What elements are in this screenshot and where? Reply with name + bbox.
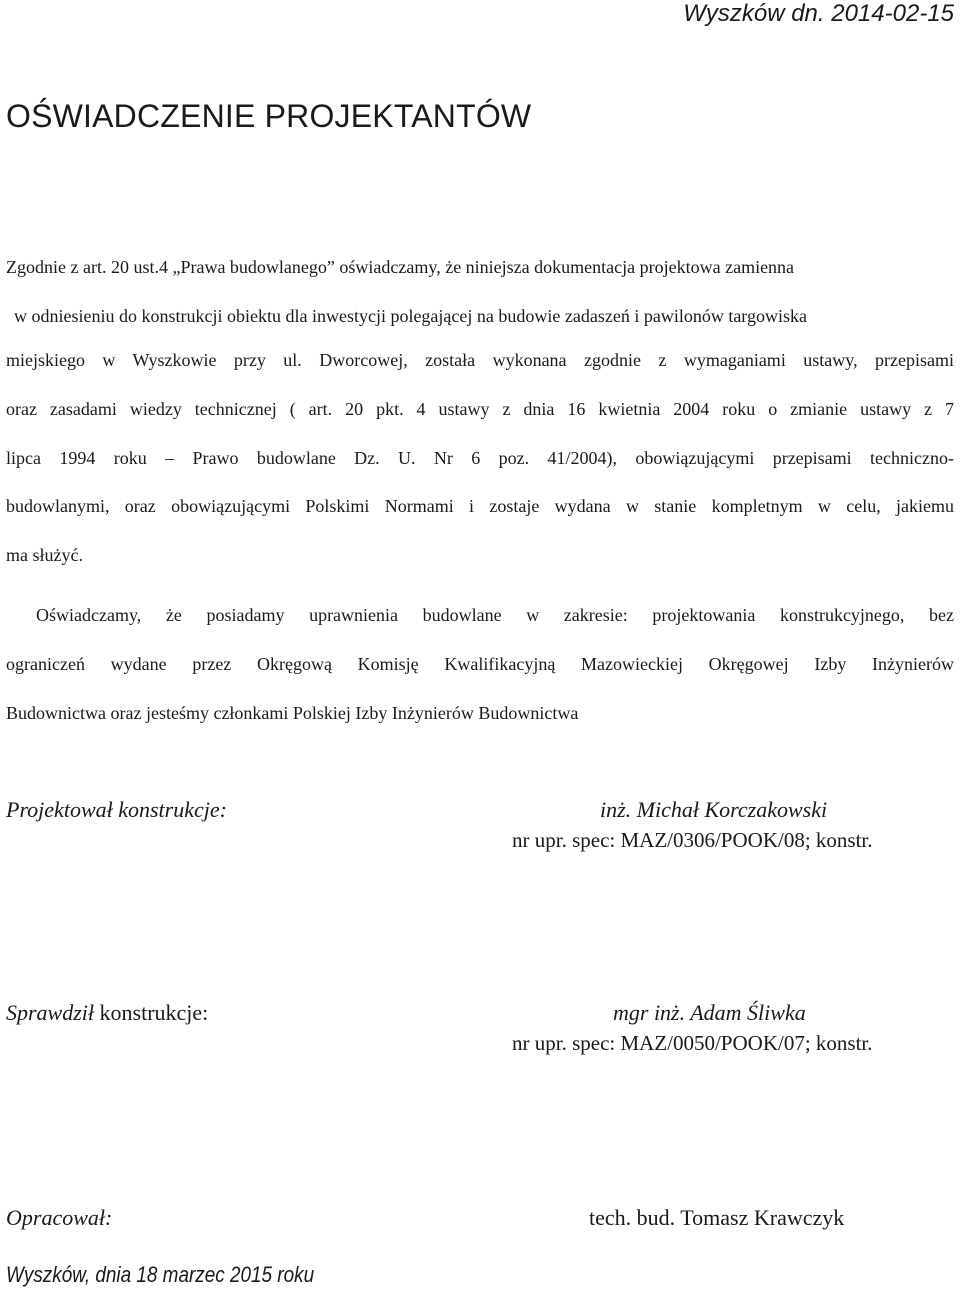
paragraph-1-line-5: lipca 1994 roku – Prawo budowlane Dz. U. Nr 6 poz. 41/2004), obowiązującymi przepisami techniczno-	[6, 448, 954, 468]
checker-name: mgr inż. Adam Śliwka	[613, 1000, 806, 1025]
paragraph-1-line-2: w odniesieniu do konstrukcji obiektu dla inwestycji polegającej na budowie zadaszeń i pawilonów targowiska	[14, 306, 807, 326]
checker-role-label	[6, 1000, 208, 1026]
paragraph-2-line-1: Oświadczamy, że posiadamy uprawnienia budowlane w zakresie: projektowania konstrukcyjnego, bez	[36, 605, 954, 625]
document-date: Wyszków dn. 2014-02-15	[683, 0, 954, 27]
paragraph-1-line-7: ma służyć.	[6, 545, 83, 565]
designer-license: nr upr. spec: MAZ/0306/POOK/08; konstr.	[512, 828, 873, 852]
checker-role-italic: Sprawdził	[6, 1000, 95, 1025]
paragraph-1-line-4: oraz zasadami wiedzy technicznej ( art. 20 pkt. 4 ustawy z dnia 16 kwietnia 2004 roku o zmianie ustawy z 7	[6, 399, 954, 419]
author-name: tech. bud. Tomasz Krawczyk	[589, 1205, 845, 1230]
paragraph-1-line-1: Zgodnie z art. 20 ust.4 „Prawa budowlanego” oświadczamy, że niniejsza dokumentacja projektowa zamienna	[6, 257, 795, 277]
paragraph-2-line-2: ograniczeń wydane przez Okręgową Komisję Kwalifikacyjną Mazowieckiej Okręgowej Izby Inżynierów	[6, 654, 954, 674]
checker-license: nr upr. spec: MAZ/0050/POOK/07; konstr.	[512, 1031, 873, 1055]
designer-name: inż. Michał Korczakowski	[600, 797, 828, 822]
designer-role-label: Projektował konstrukcje:	[6, 797, 227, 822]
document-title: OŚWIADCZENIE PROJEKTANTÓW	[6, 98, 532, 134]
author-role-label: Opracował:	[6, 1205, 113, 1230]
paragraph-2-line-3: Budownictwa oraz jesteśmy członkami Polskiej Izby Inżynierów Budownictwa	[6, 703, 579, 723]
checker-role-rest: konstrukcje:	[94, 1000, 209, 1025]
paragraph-1-line-3: miejskiego w Wyszkowie przy ul. Dworcowej, została wykonana zgodnie z wymaganiami ustawy, przepisami	[6, 350, 954, 370]
footer-date: Wyszków, dnia 18 marzec 2015 roku	[6, 1262, 315, 1287]
paragraph-1-line-6: budowlanymi, oraz obowiązującymi Polskimi Normami i zostaje wydana w stanie kompletnym w celu, jakiemu	[6, 496, 954, 516]
